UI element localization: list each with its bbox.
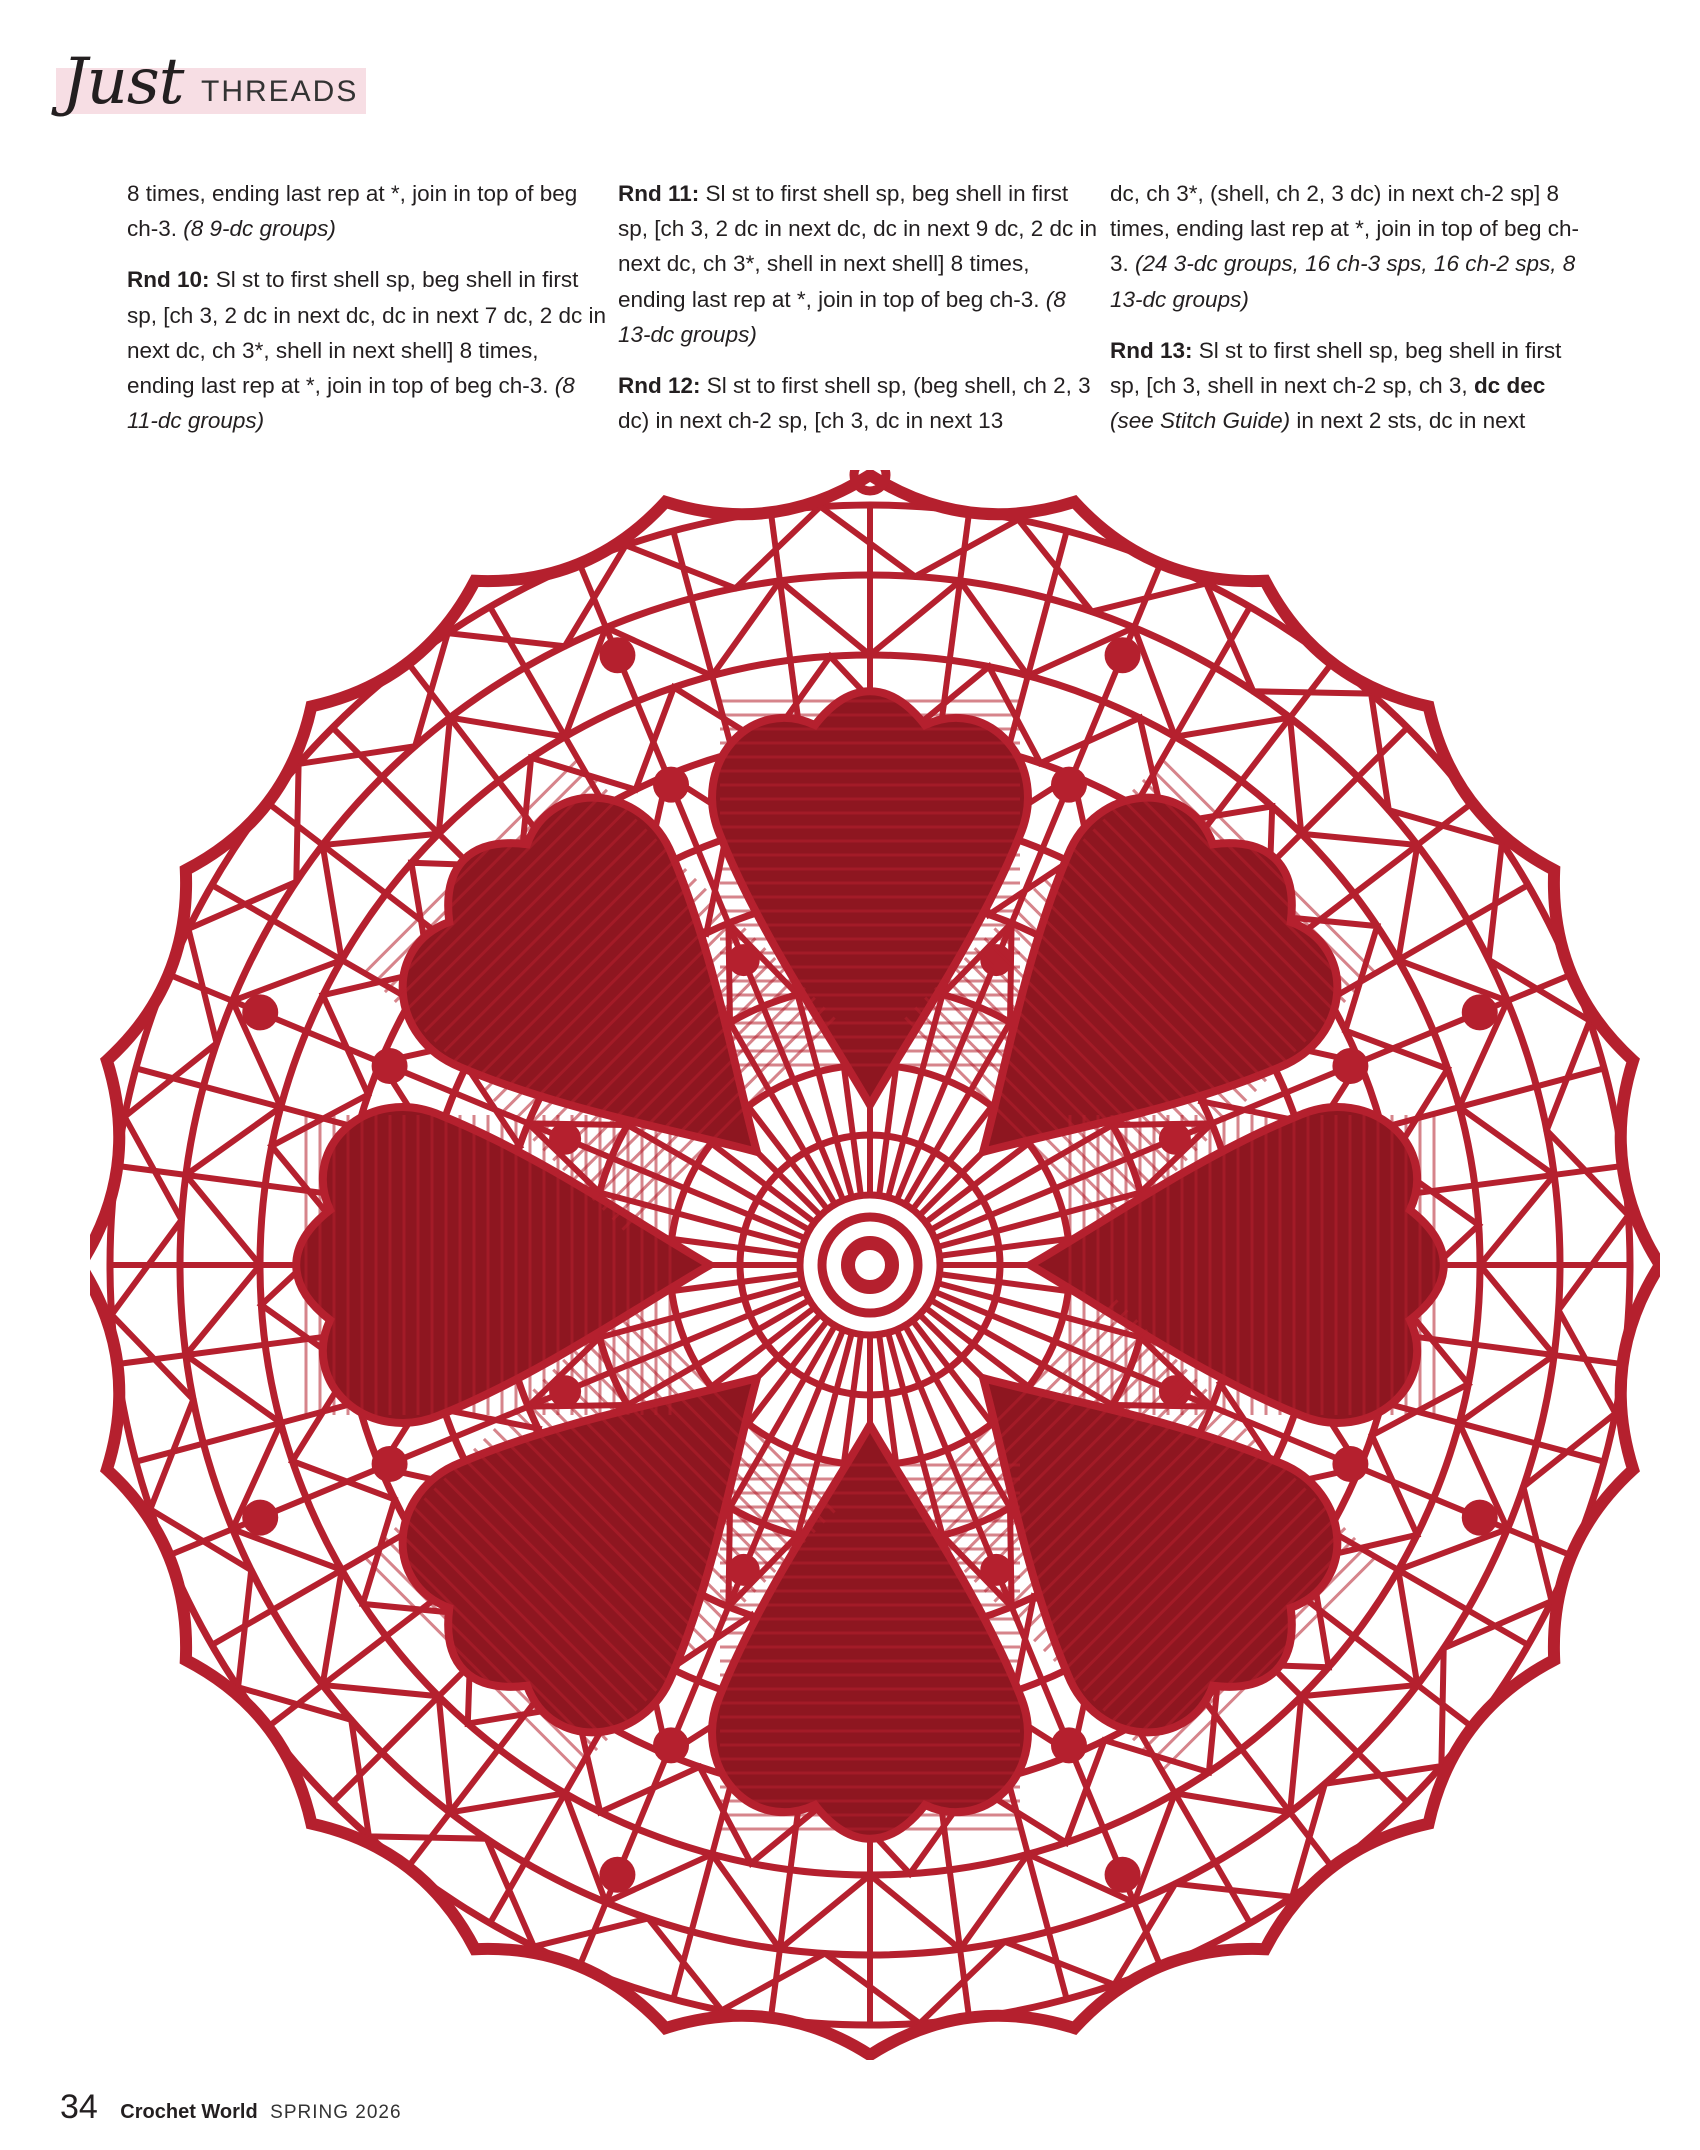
round-label: Rnd 13: bbox=[1110, 337, 1193, 363]
stitch-count-note: (8 9-dc groups) bbox=[183, 216, 336, 242]
instruction-text: 8 times, ending last rep at *, join in top of beg ch-3. bbox=[127, 181, 578, 242]
round-label: Rnd 11: bbox=[618, 181, 700, 206]
stitch-count-note: (24 3-dc groups, 16 ch-3 sps, 16 ch-2 sps, 8 13-dc groups) bbox=[1110, 251, 1576, 312]
header-section-label: THREADS bbox=[201, 75, 359, 108]
instruction-text: dc, ch 3*, (shell, ch 2, 3 dc) in next ch-2 sp] 8 times, ending last rep at *, join in top of beg ch-3. bbox=[1110, 181, 1580, 277]
magazine-title: Crochet World bbox=[120, 2101, 258, 2123]
stitch-count-note: (see Stitch Guide) bbox=[1110, 408, 1291, 434]
page-number: 34 bbox=[60, 2088, 98, 2126]
instruction-text: Sl st to first shell sp, beg shell in first sp, [ch 3, shell in next ch-2 sp, ch 3, bbox=[1110, 337, 1562, 399]
instruction-paragraph bbox=[618, 368, 1098, 438]
header-script-title: Just bbox=[62, 45, 184, 119]
stitch-count-note: (8 11-dc groups) bbox=[127, 373, 575, 434]
instruction-text: in next 2 sts, dc in next bbox=[1290, 408, 1526, 434]
instruction-paragraph bbox=[618, 176, 1098, 352]
instruction-paragraph bbox=[127, 262, 607, 438]
instruction-paragraph bbox=[127, 176, 607, 246]
issue-label: SPRING 2026 bbox=[270, 2102, 402, 2123]
heart-motif bbox=[712, 1425, 1028, 1839]
round-label: Rnd 10: bbox=[127, 267, 210, 293]
section-header bbox=[56, 45, 366, 119]
page-footer bbox=[60, 2088, 402, 2128]
instruction-text: Sl st to first shell sp, beg shell in first sp, [ch 3, 2 dc in next dc, dc in next 9 dc, 2 dc in next dc, ch 3*, shell in next shell] 8 times, ending last rep at *, join in top of beg ch-3. bbox=[618, 181, 1098, 312]
heart-motif bbox=[1030, 1107, 1444, 1423]
instruction-text: Sl st to first shell sp, (beg shell, ch 2, 3 dc) in next ch-2 sp, [ch 3, dc in next 13 bbox=[618, 373, 1091, 434]
instruction-paragraph bbox=[1110, 176, 1590, 317]
stitch-count-note: (8 13-dc groups) bbox=[618, 286, 1066, 347]
instruction-text: Sl st to first shell sp, beg shell in first sp, [ch 3, 2 dc in next dc, dc in next 7 dc, 2 dc in next dc, ch 3*, shell in next shell] 8 times, ending last rep at *, join in top of beg ch-3. bbox=[127, 267, 607, 399]
heart-motif bbox=[296, 1107, 710, 1423]
round-label: dc dec bbox=[1473, 373, 1546, 399]
text-column-2 bbox=[618, 176, 1098, 438]
text-column-3 bbox=[1110, 176, 1590, 438]
heart-motif bbox=[712, 691, 1028, 1105]
doily-photo bbox=[90, 470, 1660, 2060]
text-column-1 bbox=[127, 176, 607, 438]
instruction-paragraph bbox=[1110, 333, 1590, 439]
round-label: Rnd 12: bbox=[618, 373, 701, 399]
